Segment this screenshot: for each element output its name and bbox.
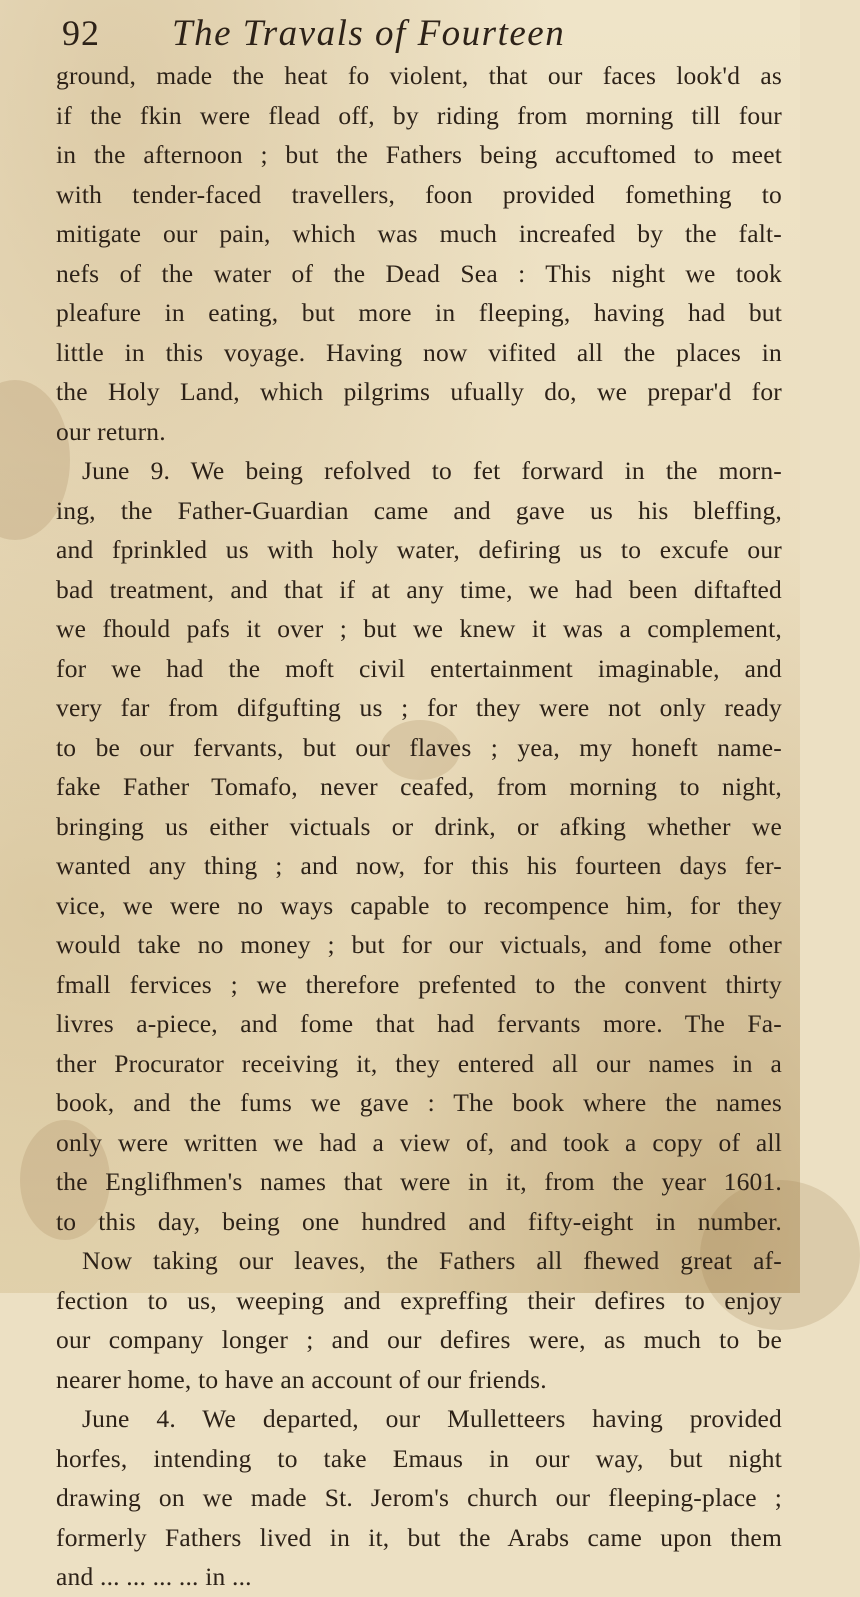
text-line: if the fkin were flead off, by riding from morning till four	[56, 100, 782, 130]
text-line: mitigate our pain, which was much increafed by the falt-	[56, 219, 782, 248]
text-line: to this day, being one hundred and fifty-eight in number.	[56, 1206, 782, 1236]
text-line: we fhould pafs it over ; but we knew it was a complement,	[56, 614, 782, 643]
text-line: our return.	[56, 416, 166, 446]
text-line: fake Father Tomafo, never ceafed, from morning to night,	[56, 772, 782, 801]
text-line: vice, we were no ways capable to recompence him, for they	[56, 890, 782, 920]
text-line: for we had the moft civil entertainment imaginable, and	[56, 653, 782, 683]
text-line: fection to us, weeping and expreffing their defires to enjoy	[56, 1285, 782, 1315]
text-line: in the afternoon ; but the Fathers being accuftomed to meet	[56, 140, 782, 169]
text-line: nefs of the water of the Dead Sea : This night we took	[56, 258, 782, 288]
text-line: fmall fervices ; we therefore prefented to the convent thirty	[56, 969, 782, 999]
text-line: book, and the fums we gave : The book where the names	[56, 1088, 782, 1117]
text-line: bringing us either victuals or drink, or afking whether we	[56, 811, 782, 841]
body-text	[56, 56, 782, 1597]
text-line: the Holy Land, which pilgrims ufually do, we prepar'd for	[56, 377, 782, 406]
text-line: and ... ... ... ... in ...	[56, 1562, 252, 1591]
text-line: ground, made the heat fo violent, that our faces look'd as	[56, 61, 782, 90]
text-line: Now taking our leaves, the Fathers all fhewed great af-	[82, 1246, 782, 1275]
text-line: livres a-piece, and fome that had fervants more. The Fa-	[56, 1009, 782, 1038]
text-line: drawing on we made St. Jerom's church our fleeping-place ;	[56, 1483, 782, 1512]
text-line: nearer home, to have an account of our friends.	[56, 1364, 547, 1394]
text-line: very far from difgufting us ; for they were not only ready	[56, 693, 782, 722]
text-line: little in this voyage. Having now vifited all the places in	[56, 337, 782, 367]
running-title: The Travals of Fourteen	[172, 13, 566, 54]
page-number: 92	[62, 13, 100, 53]
text-line: formerly Fathers lived in it, but the Arabs came upon them	[56, 1522, 782, 1552]
text-line: would take no money ; but for our victuals, and fome other	[56, 930, 782, 959]
text-line: June 9. We being refolved to fet forward in the morn-	[82, 456, 782, 485]
text-line: June 4. We departed, our Mulletteers having provided	[82, 1404, 782, 1433]
text-line: ther Procurator receiving it, they entered all our names in a	[56, 1048, 782, 1078]
text-line: bad treatment, and that if at any time, we had been diftafted	[56, 574, 782, 604]
text-line: to be our fervants, but our flaves ; yea, my honeft name-	[56, 732, 782, 762]
text-line: only were written we had a view of, and took a copy of all	[56, 1127, 782, 1157]
text-line: horfes, intending to take Emaus in our way, but night	[56, 1443, 782, 1473]
text-line: our company longer ; and our defires were, as much to be	[56, 1325, 782, 1354]
text-line: and fprinkled us with holy water, defiring us to excufe our	[56, 535, 782, 564]
text-line: ing, the Father-Guardian came and gave us his bleffing,	[56, 495, 782, 525]
text-line: pleafure in eating, but more in fleeping, having had but	[56, 298, 782, 327]
text-line: with tender-faced travellers, foon provided fomething to	[56, 179, 782, 209]
text-line: the Englifhmen's names that were in it, from the year 1601.	[56, 1167, 782, 1196]
text-line: wanted any thing ; and now, for this his fourteen days fer-	[56, 851, 782, 880]
